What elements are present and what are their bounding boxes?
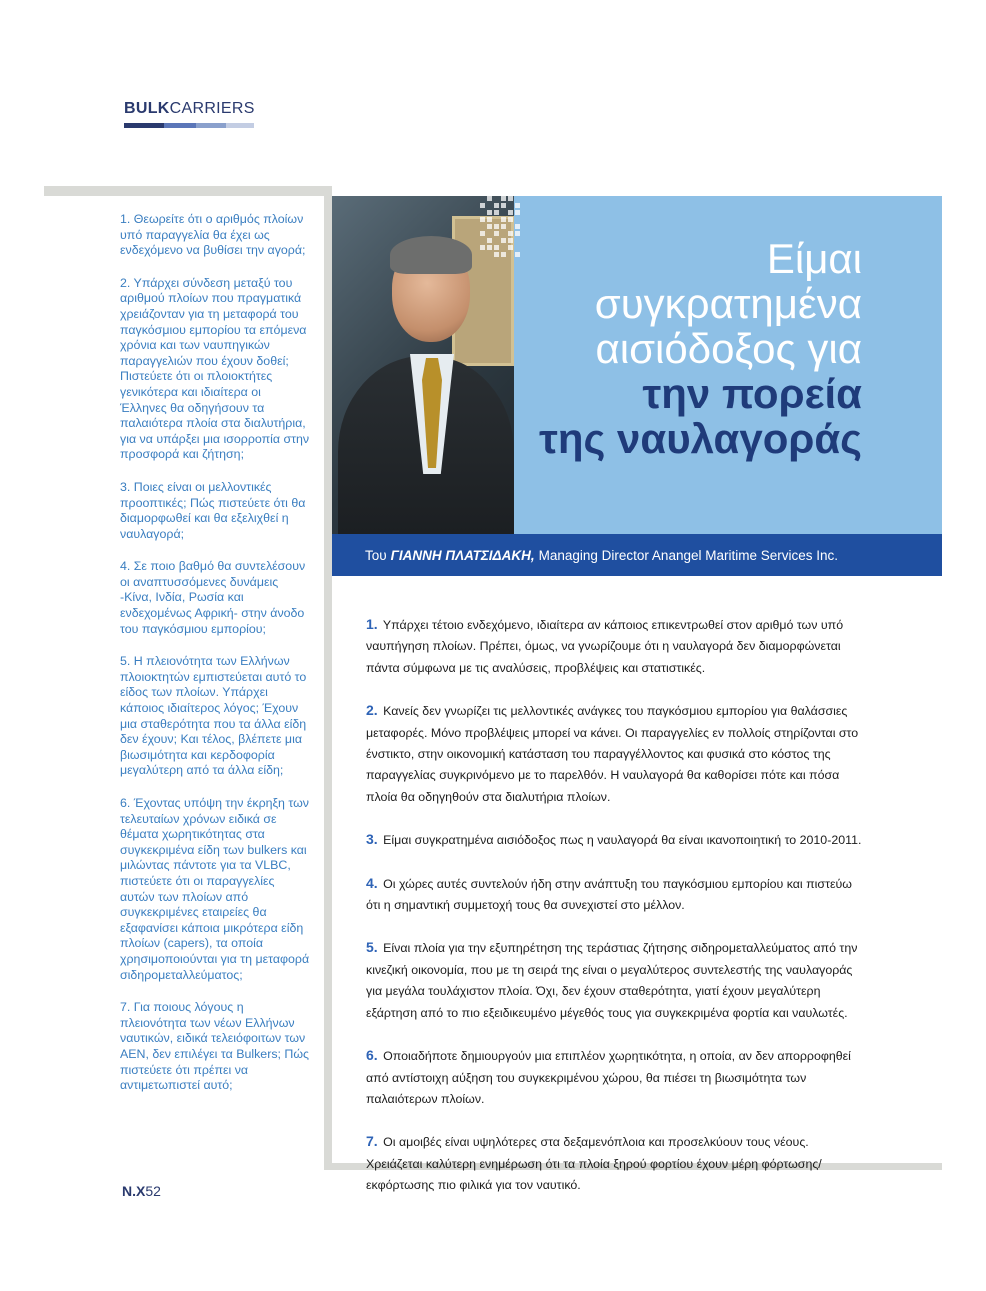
- title-line-4: της ναυλαγοράς: [539, 415, 862, 462]
- mosaic-square: [515, 231, 520, 236]
- answers-column: [366, 614, 864, 1218]
- article-title: [522, 236, 862, 461]
- question-7: 7. Για ποιους λόγους η πλειονότητα των νέων Ελλήνων ναυτικών, ειδικά τελειόφοιτων των ΑΕΝ, δεν επιλέγει τα Bulkers; Πώς πιστεύετε ότι πρέπει να αντιμετωπιστεί αυτό;: [120, 1000, 309, 1093]
- answer-3: [366, 829, 864, 851]
- answer-number: 4.: [366, 874, 378, 891]
- mosaic-square: [494, 245, 499, 250]
- answer-text: Οι αμοιβές είναι υψηλότερες στα δεξαμενόπλοια και προσελκύουν τους νέους. Χρειάζεται καλύτερη ενημέρωση ότι τα πλοία ξηρού φορτίου έχουν μέρη φόρτωσης/εκφόρτωσης πιο φιλικά για τον ναυτικό.: [366, 1135, 822, 1193]
- answer-text: Οποιαδήποτε δημιουργούν μια επιπλέον χωρητικότητα, η οποία, αν δεν απορροφηθεί από αντίστοιχη αύξηση του συγκεκριμένου χώρου, θα πιέσει τη βιωσιμότητα των παλαιότερων πλοίων.: [366, 1049, 851, 1106]
- mosaic-square: [508, 245, 513, 250]
- mosaic-square: [487, 224, 492, 229]
- mosaic-square: [487, 245, 492, 250]
- byline-prefix: Του: [365, 547, 387, 563]
- mosaic-square: [501, 203, 506, 208]
- mosaic-square: [515, 210, 520, 215]
- page-folio: [122, 1183, 161, 1199]
- answer-text: Είναι πλοία για την εξυπηρέτηση της τεράστιας ζήτησης σιδηρομεταλλεύματος από την κινεζική οικονομία, που με τη σειρά της είναι ο μεγαλύτερος συντελεστής της ναυλαγοράς για μεγάλα τουλάχιστον πλοία. Όχι, δεν έχουν σταθερότητα, γιατί έχουν μεγαλύτερη εξάρτηση από το πιο εξειδικευμένο μέγεθός τους για συγκεκριμένα φορτία και ναυλωτές.: [366, 941, 858, 1020]
- brand-rule-segment-4: [226, 123, 254, 128]
- title-line-1: Είμαι συγκρατημένα: [594, 235, 862, 327]
- mosaic-square: [508, 196, 513, 201]
- mosaic-square: [501, 238, 506, 243]
- mosaic-square: [487, 238, 492, 243]
- mosaic-square: [501, 217, 506, 222]
- answer-number: 7.: [366, 1133, 378, 1150]
- top-left-divider: [44, 186, 324, 196]
- mosaic-square: [508, 238, 513, 243]
- mosaic-square: [515, 224, 520, 229]
- section-brand-light: CARRIERS: [169, 100, 255, 117]
- mosaic-square: [494, 210, 499, 215]
- section-brand-bold: BULK: [124, 100, 170, 117]
- mosaic-square: [508, 210, 513, 215]
- mosaic-square: [515, 252, 520, 257]
- question-4: 4. Σε ποιο βαθμό θα συντελέσουν οι αναπτυσσόμενες δυνάμεις -Κίνα, Ινδία, Ρωσία και ενδεχομένως Αφρική- στην άνοδο του παγκόσμιου εμπορίου;: [120, 559, 306, 636]
- question-2: 2. Υπάρχει σύνδεση μεταξύ του αριθμού πλοίων που πραγματικά χρειάζονταν για τη μεταφορά του παγκόσμιου εμπορίου τα επόμενα χρόνια και των ναυπηγικών παραγγελιών που έχουν δοθεί; Πιστεύετε ότι οι πλοιοκτήτες γενικότερα και ιδιαίτερα οι Έλληνες θα οδηγήσουν τα παλαιότερα πλοία στα διαλυτήρια, για να υπάρξει μια ισορροπία στην προσφορά και ζήτηση;: [120, 275, 310, 462]
- question-6: 6. Έχοντας υπόψη την έκρηξη των τελευταίων χρόνων ειδικά σε θέματα χωρητικότητας στα συγκεκριμένα είδη των bulkers και μιλώντας πάντοτε για τα VLBC, πιστεύετε ότι οι παραγγελίες αυτών των πλοίων από συγκεκριμένες εταιρείες θα εξαφανίσει κάποια μικρότερα είδη πλοίων (capers), τα οποία χρησιμοποιούνται για τη μεταφορά σιδηρομεταλλεύματος;: [120, 796, 310, 982]
- section-brand-rule: [124, 123, 254, 128]
- mosaic-square: [487, 217, 492, 222]
- mosaic-square: [508, 231, 513, 236]
- answer-text: Είμαι συγκρατημένα αισιόδοξος πως η ναυλαγορά θα είναι ικανοποιητική το 2010-2011.: [383, 833, 862, 848]
- brand-rule-segment-2: [164, 123, 196, 128]
- mosaic-square: [494, 203, 499, 208]
- answer-5: [366, 937, 864, 1024]
- questions-column: [120, 212, 310, 1111]
- mosaic-square: [515, 203, 520, 208]
- column-divider: [324, 186, 332, 1170]
- hero-banner: [332, 196, 942, 534]
- photo-hair: [390, 236, 472, 274]
- question-3: 3. Ποιες είναι οι μελλοντικές προοπτικές; Πώς πιστεύετε ότι θα διαμορφωθεί και θα εξελιχθεί η ναυλαγορά;: [120, 479, 306, 541]
- title-line-2: αισιόδοξος για: [595, 325, 862, 372]
- answer-2: [366, 700, 864, 808]
- answer-number: 2.: [366, 702, 378, 719]
- mosaic-square: [487, 196, 492, 201]
- mosaic-square: [501, 224, 506, 229]
- byline-bar: [332, 534, 942, 576]
- pixel-mosaic-decoration: [480, 196, 522, 256]
- mosaic-square: [487, 210, 492, 215]
- mosaic-square: [508, 217, 513, 222]
- question-1: 1. Θεωρείτε ότι ο αριθμός πλοίων υπό παραγγελία θα έχει ως ενδεχόμενο να βυθίσει την αγορά;: [120, 212, 306, 258]
- answer-text: Κανείς δεν γνωρίζει τις μελλοντικές ανάγκες του παγκόσμιου εμπορίου για θαλάσσιες μεταφορές. Μόνο προβλέψεις μπορεί να κάνει. Οι παραγγελίες εν πολλοίς στηρίζονται στο ένστικτο, στην οικονομική κατάσταση του παραγγέλλοντος και φυσικά στο κόστος της παραγγελίας συγκρινόμενο με το παρελθόν. Η ναυλαγορά θα καθορίσει πότε και πόσα πλοία θα οδηγηθούν στα διαλυτήρια πλοίων.: [366, 704, 859, 804]
- answer-text: Υπάρχει τέτοιο ενδεχόμενο, ιδιαίτερα αν κάποιος επικεντρωθεί στον αριθμό των υπό ναυπήγηση πλοίων. Πρέπει, όμως, να γνωρίζουμε ότι η ναυλαγορά δεν διαμορφώνεται πάντα σύμφωνα με τις αναλύσεις, προβλέψεις και στατιστικές.: [366, 618, 844, 675]
- answer-number: 5.: [366, 939, 378, 956]
- answer-text: Οι χώρες αυτές συντελούν ήδη στην ανάπτυξη του παγκόσμιου εμπορίου και πιστεύω ότι η σημαντική συμμετοχή τους θα συνεχιστεί στο μέλλον.: [366, 876, 852, 913]
- mosaic-square: [494, 231, 499, 236]
- brand-rule-segment-3: [196, 123, 226, 128]
- byline-author: ΓΙΑΝΝΗ ΠΛΑΤΣΙΔΑΚΗ,: [390, 547, 535, 563]
- answer-6: [366, 1045, 864, 1110]
- page-number: 52: [145, 1183, 161, 1199]
- mosaic-square: [494, 252, 499, 257]
- answer-1: [366, 614, 864, 679]
- answer-number: 1.: [366, 616, 378, 632]
- title-line-3: την πορεία: [642, 370, 862, 417]
- answer-4: [366, 873, 864, 917]
- mosaic-square: [480, 245, 485, 250]
- mosaic-square: [501, 252, 506, 257]
- answer-number: 3.: [366, 831, 378, 848]
- folio-prefix: N.X: [122, 1183, 146, 1199]
- mosaic-square: [494, 224, 499, 229]
- mosaic-square: [501, 196, 506, 201]
- byline-role: Managing Director Anangel Maritime Services Inc.: [538, 547, 839, 563]
- mosaic-square: [480, 217, 485, 222]
- brand-rule-segment-1: [124, 123, 164, 128]
- mosaic-square: [480, 231, 485, 236]
- mosaic-square: [480, 203, 485, 208]
- section-brand: [124, 100, 255, 118]
- question-5: 5. Η πλειονότητα των Ελλήνων πλοιοκτητών εμπιστεύεται αυτό το είδος των πλοίων. Υπάρχει κάποιος ιδιαίτερος λόγος; Έχουν μια σταθερότητα που τα άλλα είδη δεν έχουν; Και τέλος, βλέπετε μια βιωσιμότητα και κερδοφορία μεγαλύτερη από τα άλλα είδη;: [120, 654, 307, 778]
- answer-number: 6.: [366, 1047, 378, 1064]
- answer-7: [366, 1131, 864, 1196]
